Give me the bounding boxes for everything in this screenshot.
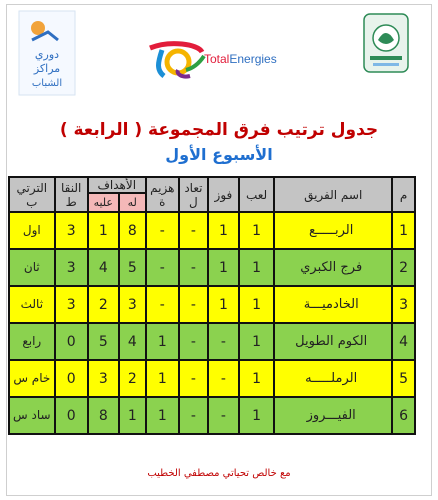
sponsor-name: TotalEnergies <box>204 52 277 66</box>
draw: - <box>179 397 208 434</box>
played: 1 <box>239 249 274 286</box>
goals-against: 1 <box>88 212 119 249</box>
rank: خام س <box>9 360 55 397</box>
goals-for: 4 <box>119 323 146 360</box>
header-rank: الترتي ب <box>9 177 55 212</box>
table-row <box>9 249 415 286</box>
goals-for: 1 <box>119 397 146 434</box>
played: 1 <box>239 397 274 434</box>
won: 1 <box>208 212 239 249</box>
header-goals-for: له <box>119 193 146 212</box>
svg-text:الشباب: الشباب <box>31 78 63 89</box>
standings-table <box>8 176 416 435</box>
goals-against: 4 <box>88 249 119 286</box>
draw: - <box>179 360 208 397</box>
won: - <box>208 323 239 360</box>
row-num: 3 <box>392 286 415 323</box>
goals-for: 5 <box>119 249 146 286</box>
row-num: 5 <box>392 360 415 397</box>
draw: - <box>179 323 208 360</box>
totalenergies-logo-icon <box>120 40 210 80</box>
goals-for: 2 <box>119 360 146 397</box>
played: 1 <box>239 360 274 397</box>
team-name: الفيـــروز <box>274 397 392 434</box>
svg-text:دوري: دوري <box>34 48 60 61</box>
table-row <box>9 360 415 397</box>
svg-text:مراكز: مراكز <box>33 62 61 75</box>
draw: - <box>179 249 208 286</box>
goals-against: 5 <box>88 323 119 360</box>
table-row <box>9 323 415 360</box>
goals-against: 8 <box>88 397 119 434</box>
team-name: فرج الكبري <box>274 249 392 286</box>
header-team: اسم الفريق <box>274 177 392 212</box>
page-title: جدول ترتيب فرق المجموعة ( الرابعة ) <box>59 120 379 140</box>
points: 0 <box>55 360 88 397</box>
lost: - <box>146 212 179 249</box>
header-won: فوز <box>208 177 239 212</box>
lost: 1 <box>146 323 179 360</box>
header-num: م <box>392 177 415 212</box>
points: 0 <box>55 397 88 434</box>
rank: اول <box>9 212 55 249</box>
header-goals-against: عليه <box>88 193 119 212</box>
ministry-logo <box>358 12 414 76</box>
points: 3 <box>55 249 88 286</box>
header-points: النقا ط <box>55 177 88 212</box>
draw: - <box>179 286 208 323</box>
lost: - <box>146 249 179 286</box>
header-played: لعب <box>239 177 274 212</box>
table-row <box>9 286 415 323</box>
points: 3 <box>55 286 88 323</box>
rank: ثالث <box>9 286 55 323</box>
rank: ساد س <box>9 397 55 434</box>
header-goals: الأهداف <box>88 177 146 193</box>
footer-signature: مع خالص تحياتي مصطفي الخطيب <box>147 468 291 479</box>
played: 1 <box>239 212 274 249</box>
table-row <box>9 397 415 434</box>
won: 1 <box>208 286 239 323</box>
team-name: الكوم الطويل <box>274 323 392 360</box>
won: 1 <box>208 249 239 286</box>
rank: ثان <box>9 249 55 286</box>
played: 1 <box>239 286 274 323</box>
lost: 1 <box>146 397 179 434</box>
page-subtitle: الأسبوع الأول <box>165 145 273 164</box>
lost: 1 <box>146 360 179 397</box>
goals-against: 2 <box>88 286 119 323</box>
points: 3 <box>55 212 88 249</box>
team-name: الخادميـــة <box>274 286 392 323</box>
lost: - <box>146 286 179 323</box>
row-num: 1 <box>392 212 415 249</box>
team-name: الرملـــــه <box>274 360 392 397</box>
row-num: 2 <box>392 249 415 286</box>
table-row <box>9 212 415 249</box>
goals-for: 3 <box>119 286 146 323</box>
won: - <box>208 397 239 434</box>
row-num: 4 <box>392 323 415 360</box>
header-draw: تعاد ل <box>179 177 208 212</box>
league-logo <box>18 10 76 96</box>
row-num: 6 <box>392 397 415 434</box>
rank: رابع <box>9 323 55 360</box>
draw: - <box>179 212 208 249</box>
header-lost: هزيم ة <box>146 177 179 212</box>
goals-for: 8 <box>119 212 146 249</box>
team-name: الربـــــع <box>274 212 392 249</box>
played: 1 <box>239 323 274 360</box>
points: 0 <box>55 323 88 360</box>
won: - <box>208 360 239 397</box>
goals-against: 3 <box>88 360 119 397</box>
